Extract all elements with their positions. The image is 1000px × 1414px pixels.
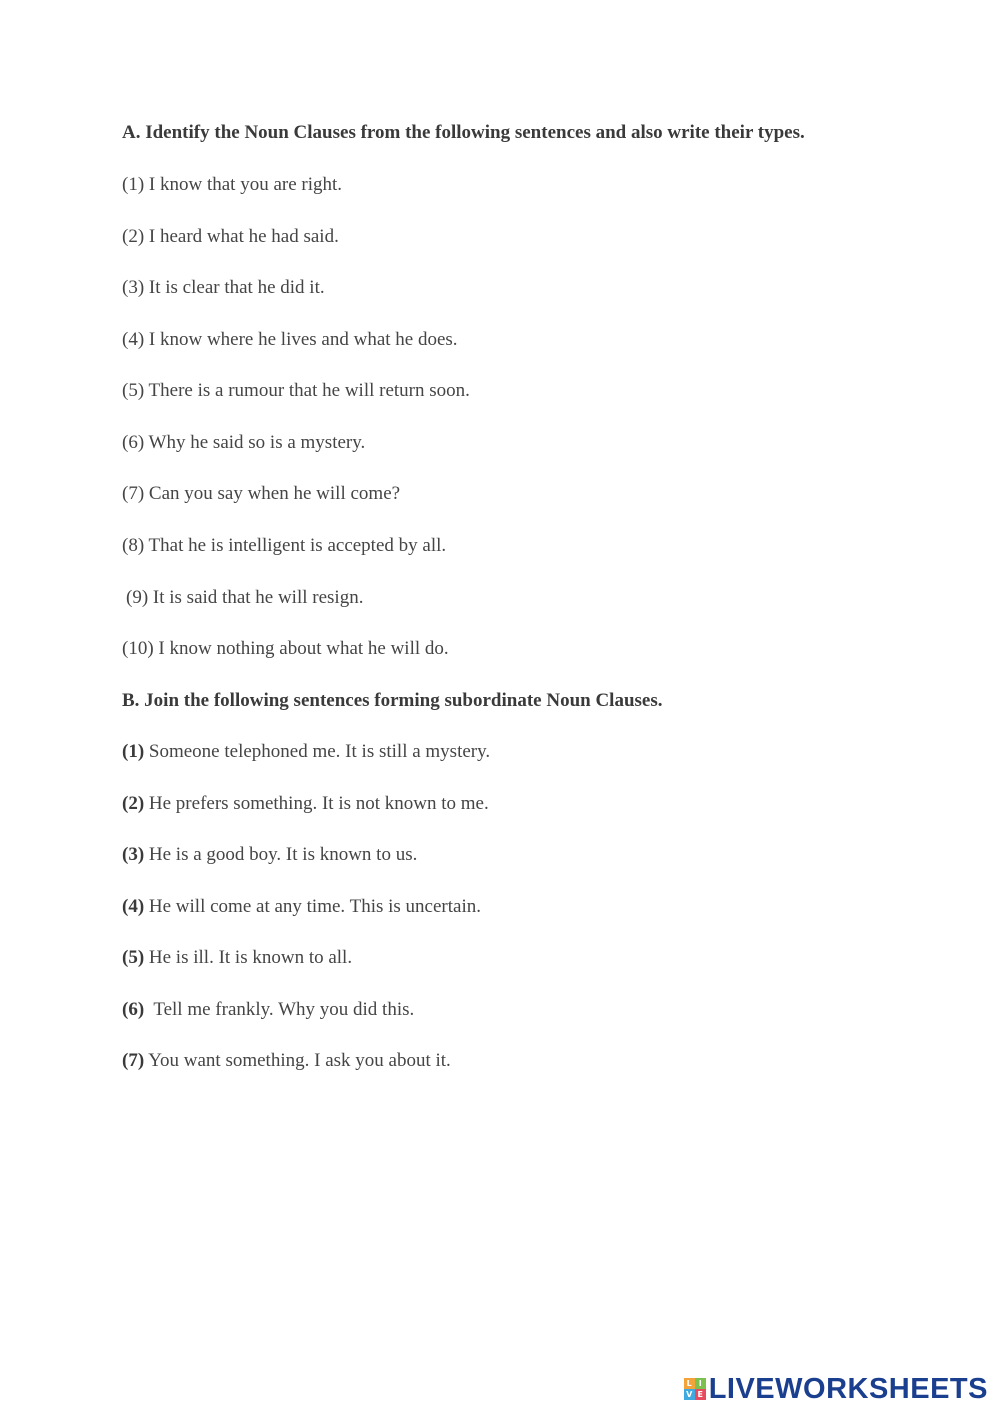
section-a-item-7: (7) Can you say when he will come? — [122, 483, 401, 504]
logo-mark-letter: E — [695, 1389, 706, 1400]
item-number: (1) — [122, 741, 145, 762]
item-text: He is ill. It is known to all. — [144, 947, 353, 968]
section-a-heading: A. Identify the Noun Clauses from the following sentences and also write their types. — [122, 122, 805, 143]
item-number: (4) — [122, 896, 145, 917]
item-number: (7) — [122, 1050, 145, 1071]
item-text: He prefers something. It is not known to me. — [144, 793, 489, 814]
logo-mark-letter: L — [684, 1378, 695, 1389]
section-b-heading: B. Join the following sentences forming subordinate Noun Clauses. — [122, 690, 663, 711]
section-a-item-5: (5) There is a rumour that he will return soon. — [122, 380, 470, 401]
section-b-item-1 — [122, 741, 490, 763]
section-a-item-10: (10) I know nothing about what he will do. — [122, 638, 449, 659]
item-number: (3) — [122, 844, 145, 865]
item-text: You want something. I ask you about it. — [144, 1050, 451, 1071]
liveworksheets-logo — [684, 1372, 988, 1406]
section-b-item-5 — [122, 947, 352, 969]
item-text: Tell me frankly. Why you did this. — [144, 999, 415, 1020]
logo-mark-letter: V — [684, 1389, 695, 1400]
section-a-item-3: (3) It is clear that he did it. — [122, 277, 325, 298]
section-b-item-7 — [122, 1050, 451, 1072]
section-a-item-8: (8) That he is intelligent is accepted by all. — [122, 535, 447, 556]
item-text: He will come at any time. This is uncertain. — [144, 896, 481, 917]
section-b-item-4 — [122, 896, 481, 918]
section-a-item-6: (6) Why he said so is a mystery. — [122, 432, 366, 453]
item-text: Someone telephoned me. It is still a mystery. — [144, 741, 491, 762]
section-a-item-4: (4) I know where he lives and what he does. — [122, 329, 458, 350]
section-b-item-3 — [122, 844, 417, 866]
section-b-item-6 — [122, 999, 414, 1021]
item-number: (2) — [122, 793, 145, 814]
section-a-item-1: (1) I know that you are right. — [122, 174, 343, 195]
logo-mark-letter: I — [695, 1378, 706, 1389]
section-a-item-2: (2) I heard what he had said. — [122, 226, 339, 247]
section-b-item-2 — [122, 793, 489, 815]
item-text: He is a good boy. It is known to us. — [144, 844, 418, 865]
liveworksheets-logo-icon — [684, 1378, 706, 1400]
item-number: (6) — [122, 999, 145, 1020]
section-a-item-9: (9) It is said that he will resign. — [126, 587, 364, 608]
liveworksheets-logo-text: LIVEWORKSHEETS — [708, 1372, 988, 1405]
item-number: (5) — [122, 947, 145, 968]
